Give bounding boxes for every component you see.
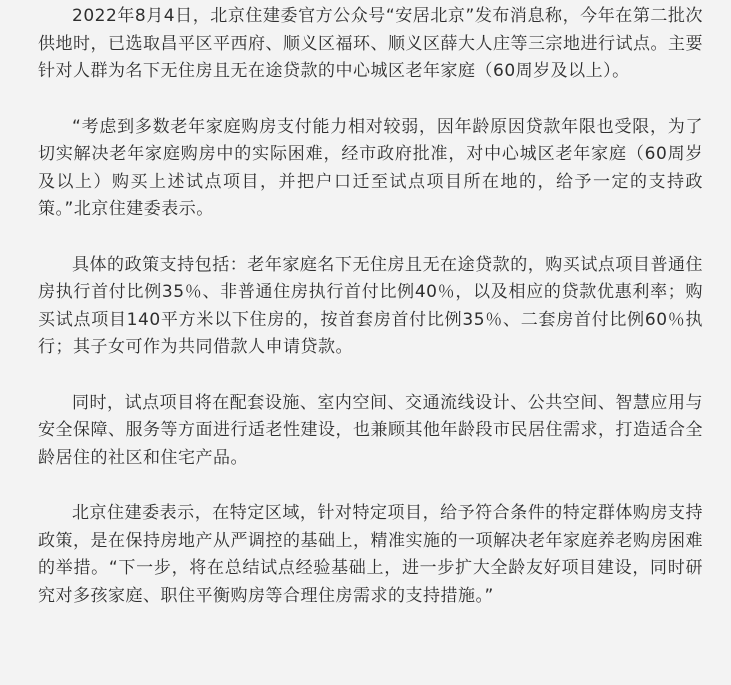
paragraph-official-quote: “考虑到多数老年家庭购房支付能力相对较弱，因年龄原因贷款年限也受限，为了切实解决老年家庭购房中的实际困难，经市政府批准，对中心城区老年家庭（60周岁及以上）购买上述试点项目，并把户口迁至试点项目所在地的，给予一定的支持政策。”北京住建委表示。 xyxy=(38,116,703,219)
paragraph-policy-details: 具体的政策支持包括：老年家庭名下无住房且无在途贷款的，购买试点项目普通住房执行首付比例35％、非普通住房执行首付比例40％，以及相应的贷款优惠利率；购买试点项目140平方米以下住房的，按首套房首付比例35％、二套房首付比例60％执行；其子女可作为共同借款人申请贷款。 xyxy=(38,254,703,357)
paragraph-pilot-announcement: 2022年8月4日，北京住建委官方公众号“安居北京”发布消息称，今年在第二批次供地时，已选取昌平区平西府、顺义区福环、顺义区薛大人庄等三宗地进行试点。主要针对人群为名下无住房且无在途贷款的中心城区老年家庭（60周岁及以上）。 xyxy=(38,6,703,81)
paragraph-next-steps: 北京住建委表示，在特定区域，针对特定项目，给予符合条件的特定群体购房支持政策，是在保持房地产从严调控的基础上，精准实施的一项解决老年家庭养老购房困难的举措。“下一步，将在总结试点经验基础上，进一步扩大全龄友好项目建设，同时研究对多孩家庭、职住平衡购房等合理住房需求的支持措施。” xyxy=(38,503,703,606)
paragraph-age-friendly-construction: 同时，试点项目将在配套设施、室内空间、交通流线设计、公共空间、智慧应用与安全保障、服务等方面进行适老性建设，也兼顾其他年龄段市民居住需求，打造适合全龄居住的社区和住宅产品。 xyxy=(38,392,703,468)
